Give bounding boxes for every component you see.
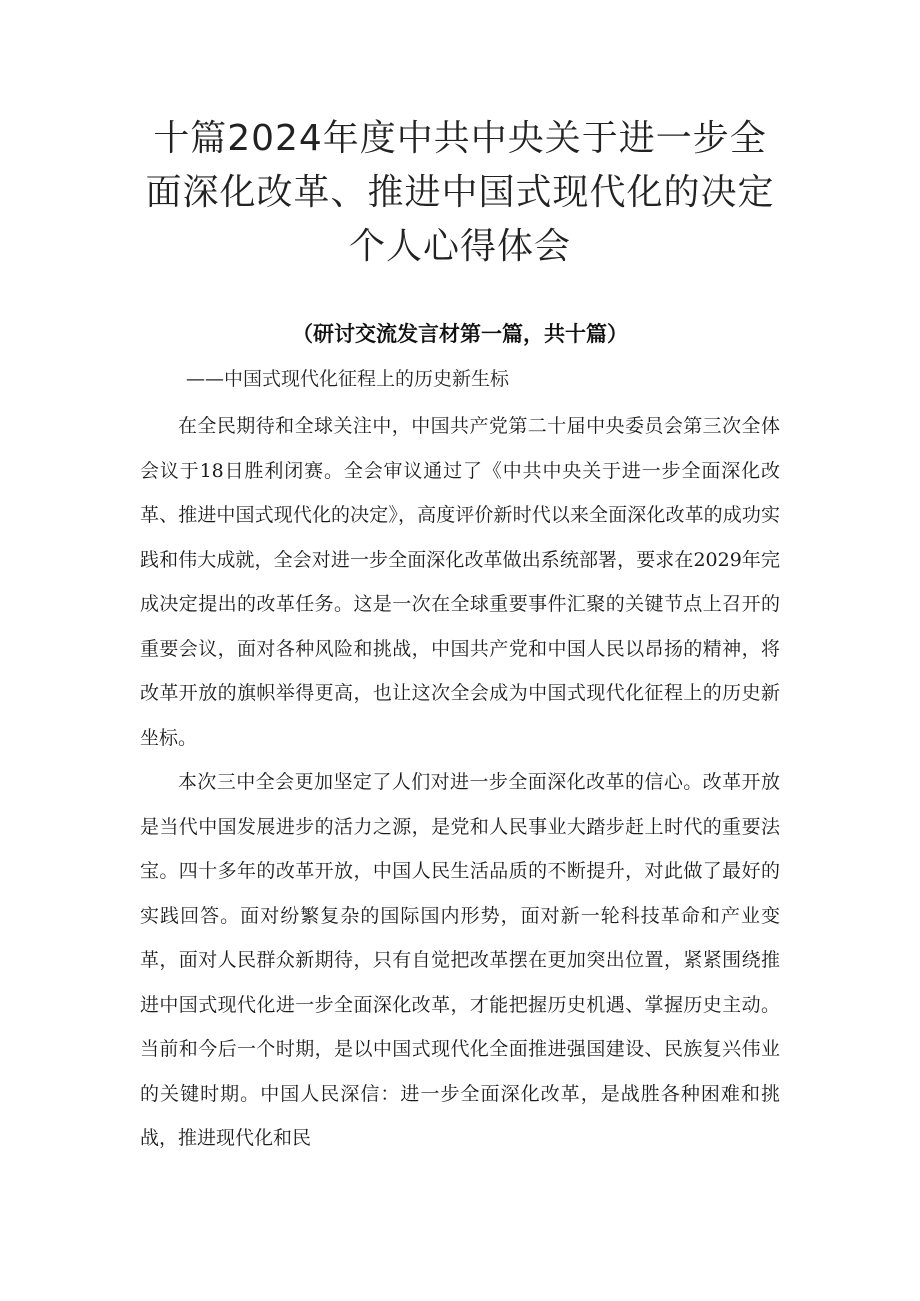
document-title: 十篇2024年度中共中央关于进一步全面深化改革、推进中国式现代化的决定个人心得体会 — [145, 118, 775, 267]
document-subtitle: （研讨交流发言材第一篇，共十篇） — [292, 322, 628, 346]
document-subheading: ——中国式现代化征程上的历史新生标 — [186, 368, 510, 390]
document-body — [140, 404, 780, 1161]
body-paragraph-1: 在全民期待和全球关注中，中国共产党第二十届中央委员会第三次全体会议于18日胜利闭赛。全会审议通过了《中共中央关于进一步全面深化改革、推进中国式现代化的决定》，高度评价新时代以来全面深化改革的成功实践和伟大成就，全会对进一步全面深化改革做出系统部署，要求在2029年完成决定提出的改革任务。这是一次在全球重要事件汇聚的关键节点上召开的重要会议，面对各种风险和挑战，中国共产党和中国人民以昂扬的精神，将改革开放的旗帜举得更高，也让这次全会成为中国式现代化征程上的历史新坐标。 — [140, 415, 780, 749]
body-paragraph-2: 本次三中全会更加坚定了人们对进一步全面深化改革的信心。改革开放是当代中国发展进步的活力之源，是党和人民事业大踏步赶上时代的重要法宝。四十多年的改革开放，中国人民生活品质的不断提升，对此做了最好的实践回答。面对纷繁复杂的国际国内形势，面对新一轮科技革命和产业变革，面对人民群众新期待，只有自觉把改革摆在更加突出位置，紧紧围绕推进中国式现代化进一步全面深化改革，才能把握历史机遇、掌握历史主动。当前和今后一个时期，是以中国式现代化全面推进强国建设、民族复兴伟业的关键时期。中国人民深信：进一步全面深化改革，是战胜各种困难和挑战，推进现代化和民 — [140, 771, 780, 1149]
